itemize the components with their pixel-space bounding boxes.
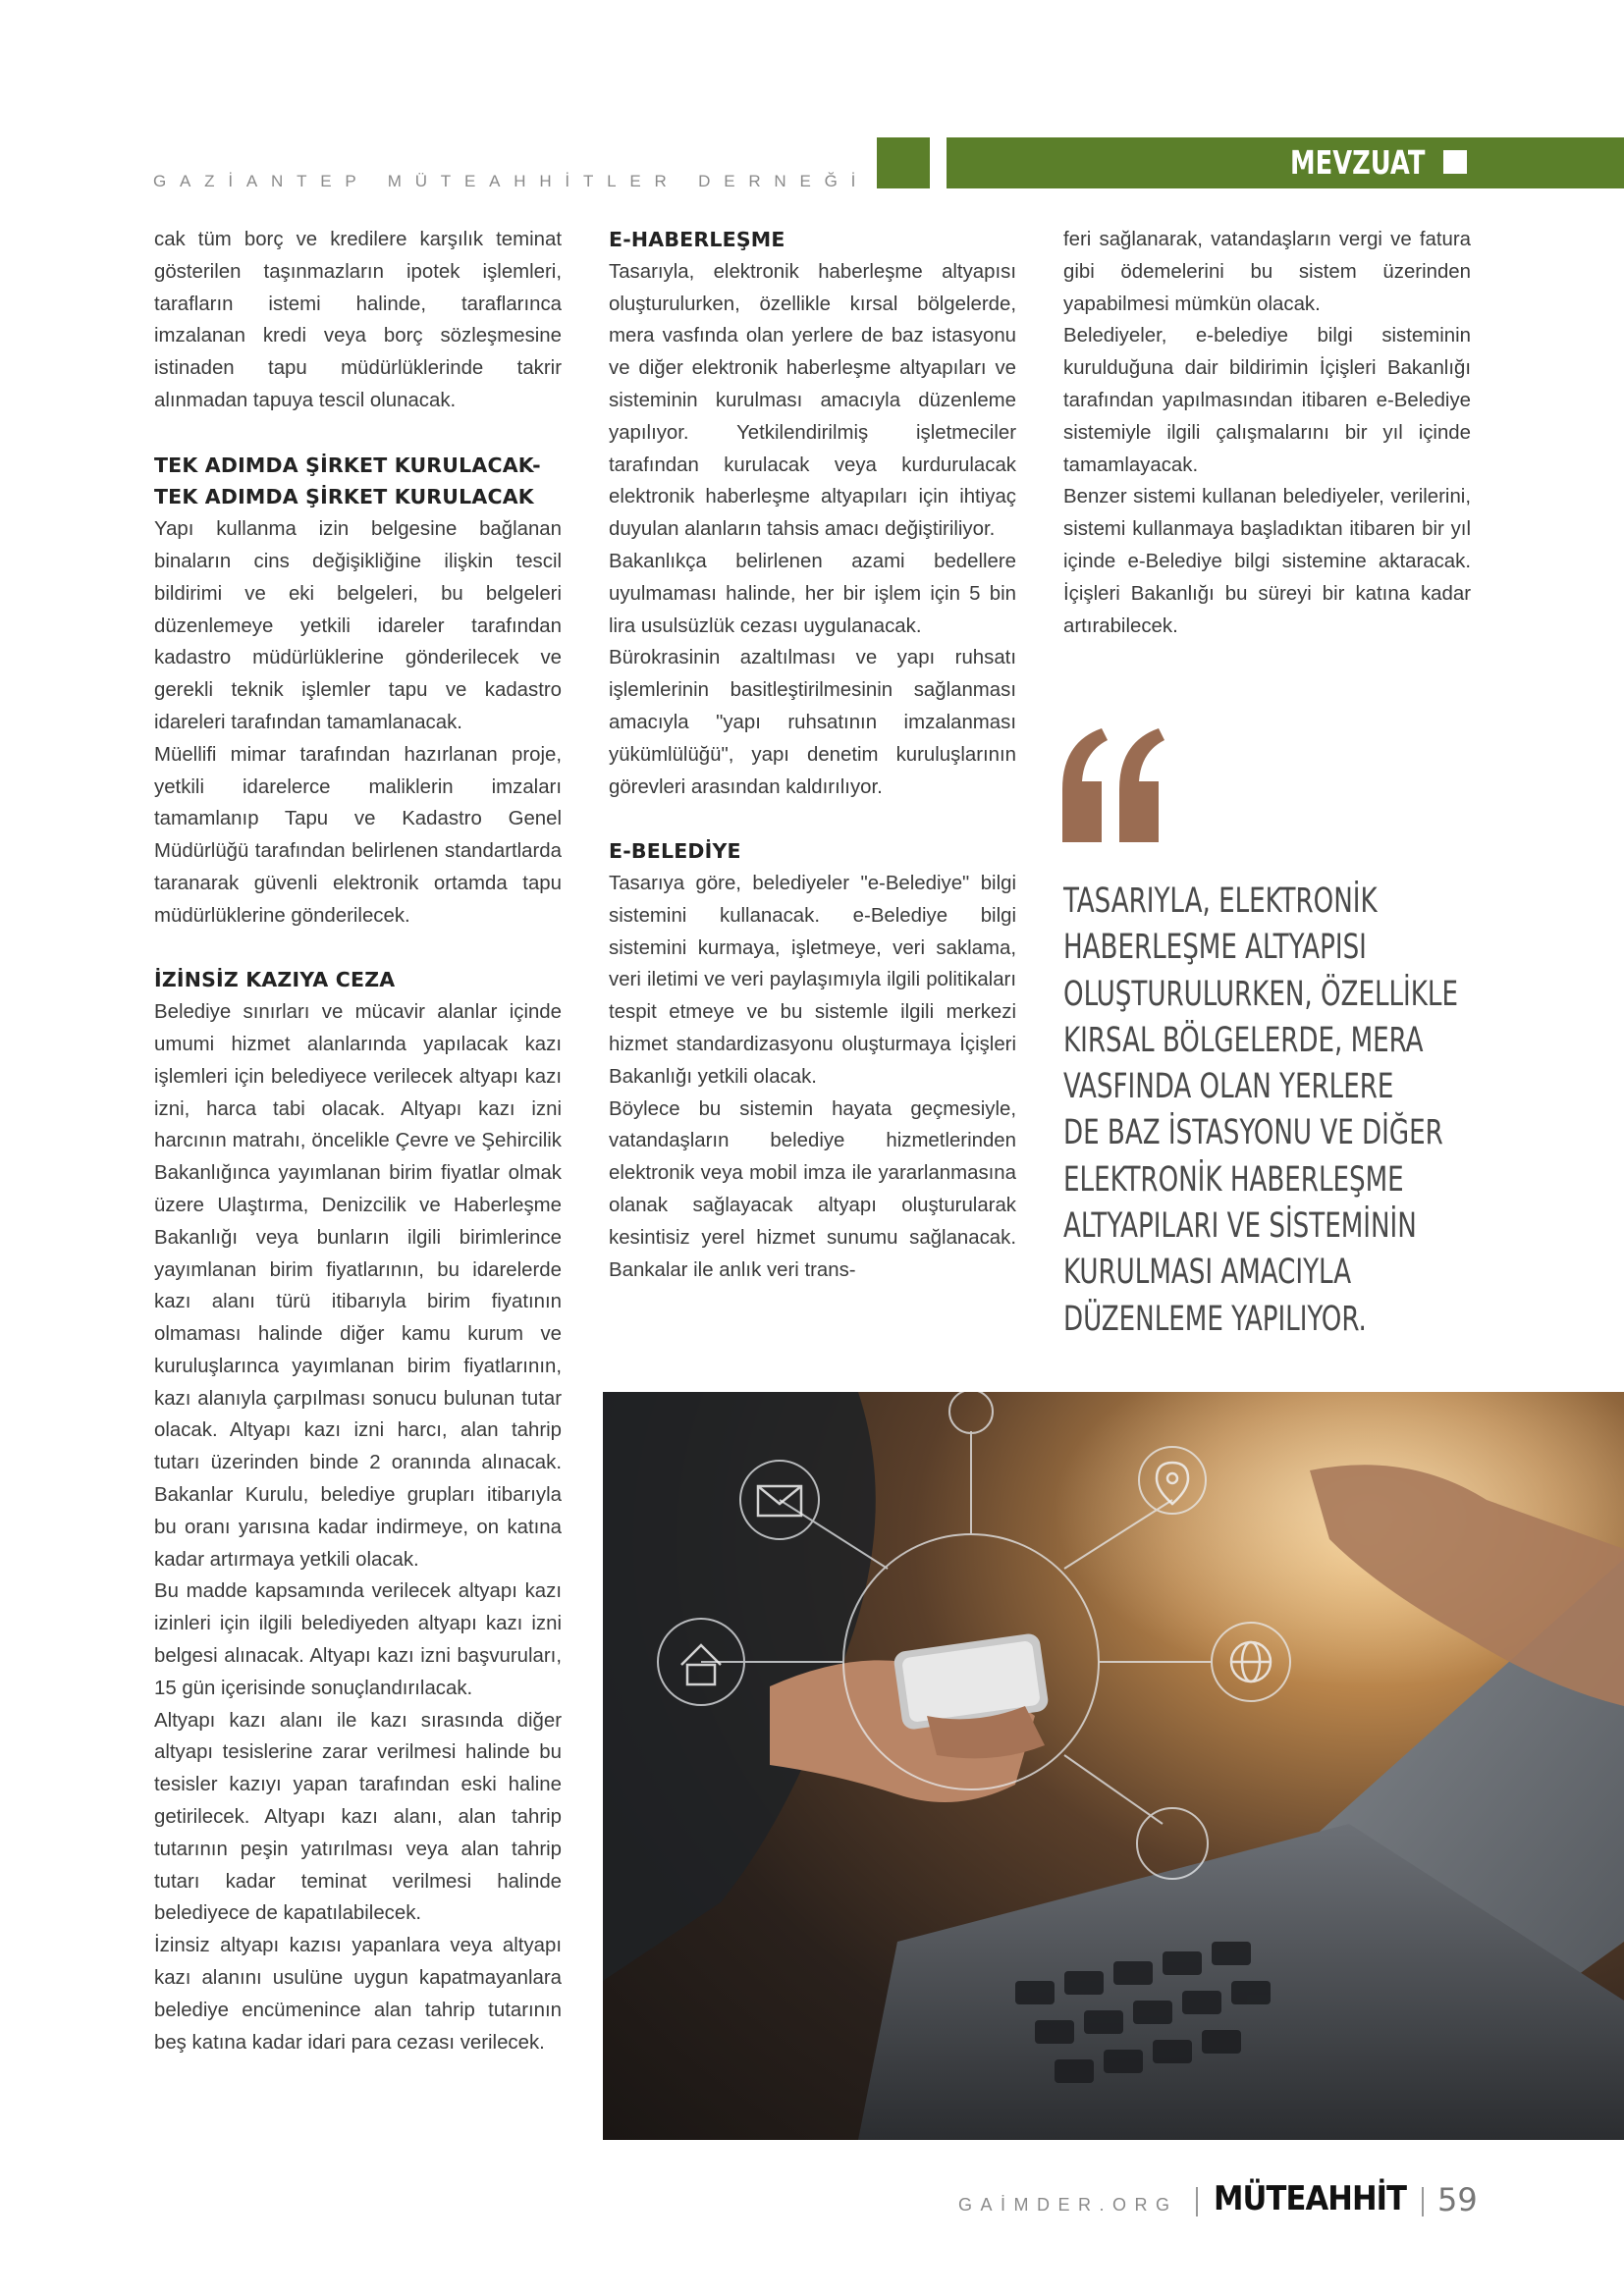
- paragraph: Müellifi mimar tarafından hazırlanan proje, yetkili idarelerce maliklerin imzaları tamamlanıp Tapu ve Kadastro Genel Müdürlüğü tarafından belirlenen standartlarda taranarak güvenli elektronik ortamda tapu müdürlüklerine gönderilecek.: [154, 743, 562, 927]
- paragraph: Böylece bu sistemin hayata geçmesiyle, vatandaşların belediye hizmetlerinden elektronik veya mobil imza ile yararlanmasına olanak sağlayacak altyapı oluşturularak kesintisiz yerel hizmet sunumu sağlanacak. Bankalar ile anlık veri trans-: [609, 1097, 1016, 1281]
- footer-brand-logo: MÜTEAHHİT: [1214, 2179, 1407, 2218]
- header-section-title: MEVZUAT: [1290, 143, 1426, 182]
- article-column-1: [154, 224, 562, 2058]
- article-photo: [603, 1392, 1624, 2140]
- header-organization: GAZİANTEP MÜTEAHHİTLER DERNEĞİ: [153, 172, 870, 190]
- paragraph: Bu madde kapsamında verilecek altyapı kazı izinleri için ilgili belediyeden altyapı kazı izni belgesi alınacak. Altyapı kazı izni başvuruları, 15 gün içerisinde sonuçlandırılacak.: [154, 1580, 562, 1699]
- paragraph: Yapı kullanma izin belgesine bağlanan binaların cins değişikliğine ilişkin tescil bildirimi ve eki belgeleri, bu belgeleri düzenlemeye yetkili idareler tarafından kadastro müdürlüklerine gönderilecek ve gerekli teknik işlemler tapu ve kadastro idareleri tarafından tamamlanacak.: [154, 518, 562, 733]
- pull-quote-line: TASARIYLA, ELEKTRONİK: [1063, 881, 1378, 921]
- paragraph: Tasarıya göre, belediyeler "e-Belediye" bilgi sistemini kullanacak. e-Belediye bilgi sistemini kurmaya, işletmeye, veri saklama, veri iletimi ve veri paylaşımıyla ilgili politikaları tespit etmeye ve bu sistemle ilgili merkezi hizmet standardizasyonu oluşturmaya İçişleri Bakanlığı yetkili olacak.: [609, 872, 1016, 1088]
- paragraph: Altyapı kazı alanı ile kazı sırasında diğer altyapı tesislerine zarar verilmesi halinde bu tesisler kazıyı yapan tarafından eski haline getirilecek. Altyapı kazı alanı, alan tahrip tutarının peşin yatırılması veya alan tahrip tutarı kadar teminat verilmesi halinde belediyece de kapatılabilecek.: [154, 1709, 562, 1925]
- header-green-square: [877, 137, 930, 188]
- section-heading: İZİNSİZ KAZIYA CEZA: [154, 968, 396, 992]
- footer-divider: [1422, 2187, 1424, 2216]
- paragraph: Belediyeler, e-belediye bilgi sisteminin kurulduğuna dair bildirimin İçişleri Bakanlığı tarafından yapılmasından itibaren e-Belediye sistemiyle ilgili çalışmalarını bir yıl içinde tamamlayacak.: [1063, 325, 1471, 476]
- article-column-2: [609, 224, 1016, 1286]
- pull-quote-line: DÜZENLEME YAPILIYOR.: [1063, 1299, 1367, 1339]
- pull-quote: [1063, 879, 1520, 1343]
- section-heading: E-HABERLEŞME: [609, 228, 785, 251]
- paragraph: Bürokrasinin azaltılması ve yapı ruhsatı işlemlerinin basitleştirilmesinin sağlanması amacıyla "yapı ruhsatının imzalanması yükümlülüğü", yapı denetim kuruluşlarının görevleri arasından kaldırılıyor.: [609, 647, 1016, 798]
- pull-quote-line: HABERLEŞME ALTYAPISI: [1063, 928, 1367, 968]
- header-section-bar: [947, 137, 1624, 188]
- photo-illustration: [603, 1392, 1624, 2140]
- paragraph: Benzer sistemi kullanan belediyeler, verilerini, sistemi kullanmaya başladıktan itibaren bir yıl içinde e-Belediye bilgi sistemine aktaracak. İçişleri Bakanlığı bu süreyi bir katına kadar artırabilecek.: [1063, 486, 1471, 637]
- pull-quote-line: DE BAZ İSTASYONU VE DİĞER: [1063, 1113, 1443, 1153]
- paragraph: feri sağlanarak, vatandaşların vergi ve fatura gibi ödemelerini bu sistem üzerinden yapabilmesi mümkün olacak.: [1063, 229, 1471, 315]
- paragraph: İzinsiz altyapı kazısı yapanlara veya altyapı kazı alanını usulüne uygun kapatmayanlara belediye encümenince alan tahrip tutarının beş katına kadar idari para cezası verilecek.: [154, 1935, 562, 2054]
- page-number: 59: [1437, 2181, 1478, 2218]
- pull-quote-line: VASFINDA OLAN YERLERE: [1063, 1067, 1394, 1107]
- pull-quote-line: ELEKTRONİK HABERLEŞME: [1063, 1159, 1404, 1200]
- pull-quote-line: KURULMASI AMACIYLA: [1063, 1253, 1352, 1293]
- section-heading: TEK ADIMDA ŞİRKET KURULACAK: [154, 485, 534, 509]
- footer-site: GAİMDER.ORG: [958, 2195, 1178, 2215]
- paragraph: cak tüm borç ve kredilere karşılık teminat gösterilen taşınmazların ipotek işlemleri, tarafların istemi halinde, taraflarınca imzalanan kredi veya borç sözleşmesine istinaden tapu müdürlüklerinde takrir alınmadan tapuya tescil olunacak.: [154, 229, 562, 411]
- paragraph: Belediye sınırları ve mücavir alanlar içinde umumi hizmet alanlarında yapılacak kazı işlemleri için belediyece verilecek altyapı kazı izni, harca tabi olacak. Altyapı kazı izni harcının matrahı, öncelikle Çevre ve Şehircilik Bakanlığınca yayımlanan birim fiyatlar olmak üzere Ulaştırma, Denizcilik ve Haberleşme Bakanlığı veya bunların ilgili birimlerince yayımlanan birim fiyatlarının, bu idarelerde kazı alanı türü itibarıyla birim fiyatının olmaması halinde diğer kamu kurum ve kuruluşlarınca yayımlanan birim fiyatlarının, kazı alanıyla çarpılması sonucu bulunan tutar olacak. Altyapı kazı izni harcı, alan tahrip tutarı üzerinden binde 2 oranında alınacak. Bakanlar Kurulu, belediye grupları itibarıyla bu oranı yarısına kadar indirmeye, on katına kadar artırmaya yetkili olacak.: [154, 1001, 562, 1571]
- section-heading: TEK ADIMDA ŞİRKET KURULACAK-: [154, 453, 541, 477]
- quote-mark-icon: [1058, 726, 1166, 844]
- footer-divider: [1196, 2187, 1198, 2216]
- header-square-icon: [1443, 150, 1467, 174]
- paragraph: Tasarıyla, elektronik haberleşme altyapısı oluşturulurken, özellikle kırsal bölgelerde, mera vasfında olan yerlere de baz istasyonu ve diğer elektronik haberleşme altyapıları ve sisteminin kurulması amacıyla düzenleme yapılıyor. Yetkilendirilmiş işletmeciler tarafından kurulacak veya kurdurulacak elektronik haberleşme altyapıları için ihtiyaç duyulan alanların tahsis amacı değiştiriliyor.: [609, 260, 1016, 541]
- article-column-3: [1063, 224, 1471, 642]
- pull-quote-line: ALTYAPILARI VE SİSTEMİNİN: [1063, 1206, 1417, 1247]
- paragraph: Bakanlıkça belirlenen azami bedellere uyulmaması halinde, her bir işlem için 5 bin lira usulsüzlük cezası uygulanacak.: [609, 550, 1016, 637]
- pull-quote-line: KIRSAL BÖLGELERDE, MERA: [1063, 1020, 1424, 1060]
- pull-quote-line: OLUŞTURULURKEN, ÖZELLİKLE: [1063, 974, 1458, 1014]
- section-heading: E-BELEDİYE: [609, 839, 741, 864]
